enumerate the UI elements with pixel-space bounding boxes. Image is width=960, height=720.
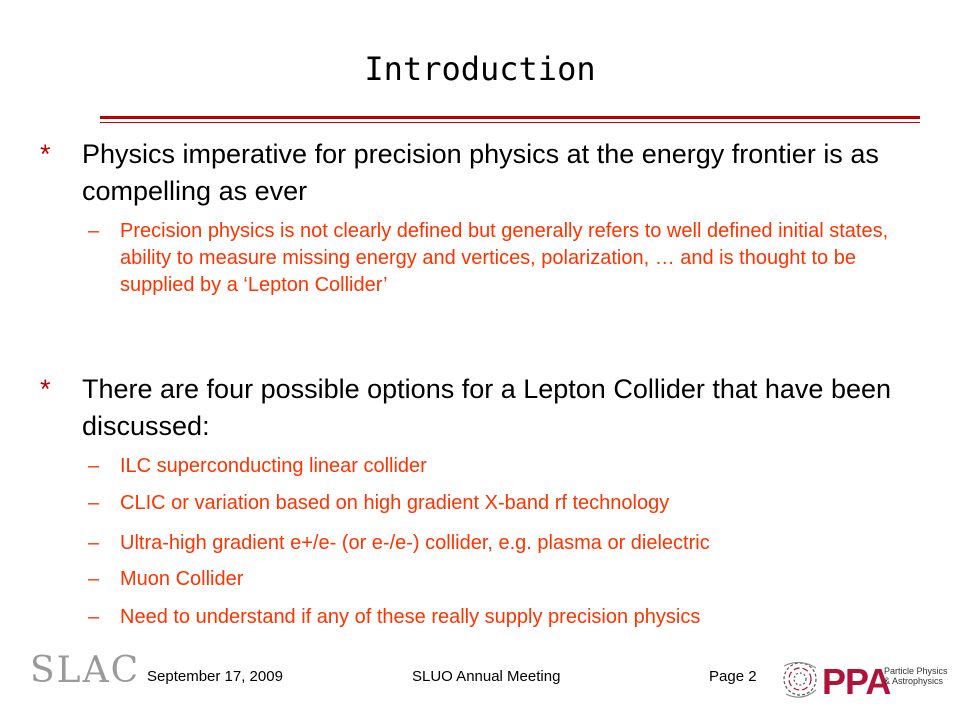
footer-meeting: SLUO Annual Meeting (412, 668, 561, 685)
bullet-2 (40, 371, 920, 445)
ppa-logo-subtitle (884, 666, 948, 686)
bullet-marker: * (40, 139, 51, 169)
title-rule-thick (100, 116, 920, 119)
ppa-subtitle-line-2: & Astrophysics (884, 676, 944, 686)
ppa-logo-text: PPA (822, 661, 891, 702)
footer-page-number: Page 2 (709, 668, 757, 685)
sub-text: Precision physics is not clearly defined but generally refers to well defined initial states, ability to measure missing energy and vertices, polarization, … and is thought to be supplied by a ‘Lepton Collider’ (120, 220, 889, 296)
title-rule-thin (100, 122, 920, 123)
sub-text: ILC superconducting linear collider (120, 455, 427, 477)
sub-marker: – (88, 568, 100, 590)
sub-bullet (88, 453, 928, 480)
bullet-marker: * (40, 374, 51, 404)
ppa-subtitle-line-1: Particle Physics (884, 666, 948, 676)
sub-bullet (88, 604, 928, 631)
sub-marker: – (88, 606, 100, 628)
sub-text: Ultra-high gradient e+/e- (or e-/e-) collider, e.g. plasma or dielectric (120, 532, 710, 554)
sub-bullet (88, 530, 928, 557)
sub-bullet (88, 218, 928, 299)
sub-bullet (88, 490, 928, 517)
sub-bullet (88, 566, 928, 593)
sub-marker: – (88, 532, 100, 554)
sub-text: Muon Collider (120, 568, 244, 590)
sub-text: CLIC or variation based on high gradient X-band rf technology (120, 492, 670, 514)
sub-marker: – (88, 455, 100, 477)
sub-marker: – (88, 220, 100, 242)
slac-logo: SLAC (30, 650, 141, 691)
sub-marker: – (88, 492, 100, 514)
slide-title: Introduction (364, 50, 596, 88)
sub-text: Need to understand if any of these really supply precision physics (120, 606, 701, 628)
bullet-text: There are four possible options for a Lepton Collider that have been discussed: (82, 374, 892, 441)
bullet-1 (40, 136, 920, 210)
footer-date: September 17, 2009 (147, 668, 283, 685)
bullet-text: Physics imperative for precision physics at the energy frontier is as compelling as ever (82, 139, 879, 206)
